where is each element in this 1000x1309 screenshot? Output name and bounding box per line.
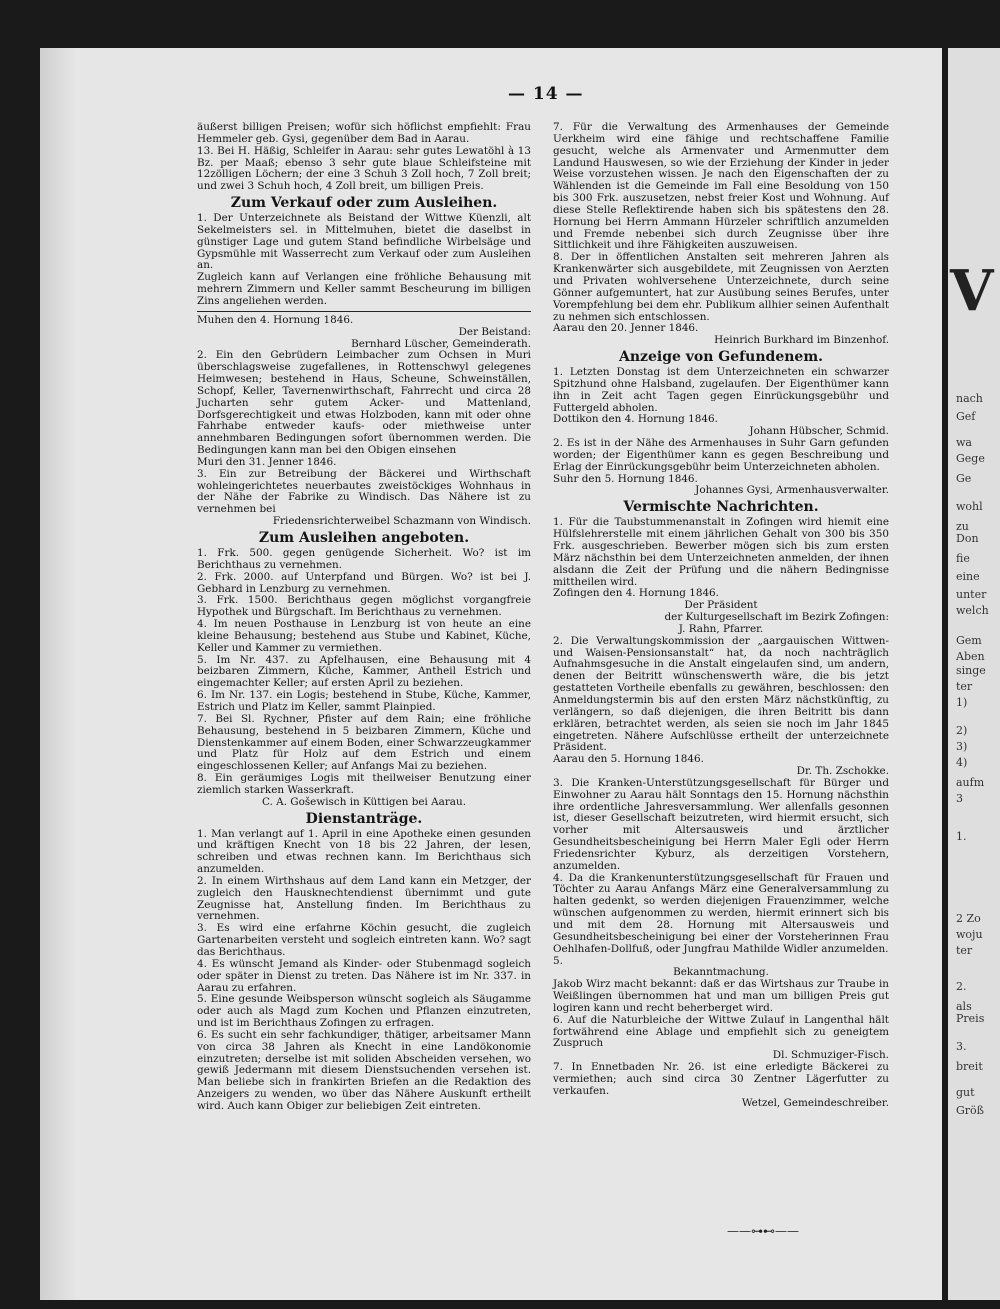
found-item: 1. Letzten Donstag ist dem Unterzeichneten ein schwarzer Spitzhund ohne Halsband, zugelaufen. Der Eigenthümer kann ihn in Zeit acht Tagen gegen Einrückungsgebühr und Futtergeld abholen. [553, 366, 889, 414]
notice-paragraph: 7. Für die Verwaltung des Armenhauses der Gemeinde Uerkheim wird eine fähige und rechtschaffene Familie gesucht, welche als Armenvater und Armenmutter dem Landund Hauswesen, so wie der Erziehung der Kinder in jeder Weise vorzustehen wissen. Je nach den Eigenschaften der zu Wählenden ist die Gemeinde im Fall eine Besoldung von 150 bis 300 Frk. auszusetzen, nebst freier Kost und Wohnung. Auf diese Stelle Reflektirende haben sich bis spätestens den 28. Hornung bei Herrn Ammann Hürzeler schriftlich anzumelden und Fremde nebenbei sich durch Zeugnisse über ihre Sittlichkeit und ihre Fähigkeiten auszuweisen. [553, 121, 889, 252]
intro-paragraph: 13. Bei H. Häßig, Schleifer in Aarau: sehr gutes Lewatöhl à 13 Bz. per Maaß; ebenso 3 sehr gute blaue Schleifsteine mit 12zölligen Löchern; der eine 3 Schuh 3 Zoll hoch, 7 Zoll breit; und zwei 3 Schuh hoch, 4 Zoll breit, um billigen Preis. [197, 144, 531, 193]
adjacent-page-fragment: 3. [956, 1040, 967, 1053]
notice-date: Aarau den 5. Hornung 1846. [553, 753, 704, 766]
notice-signature: Johannes Gysi, Armenhausverwalter. [695, 484, 889, 497]
notice-date: Suhr den 5. Hornung 1846. [553, 472, 698, 485]
section-heading-loan: Zum Ausleihen angeboten. [258, 530, 470, 546]
adjacent-page-fragment: Aben [956, 650, 985, 663]
loan-item: 3. Frk. 1500. Berichthaus gegen möglichst vorgangfreie Hypothek und Bürgschaft. Im Berichthaus zu vernehmen. [197, 594, 531, 619]
job-item: 2. In einem Wirthshaus auf dem Land kann ein Metzger, der zugleich den Hausknechtendienst übernimmt und gute Zeugnisse hat, Anstellung finden. Im Berichthaus zu vernehmen. [197, 874, 531, 923]
adjacent-page-fragment: Preis [956, 1012, 985, 1025]
adjacent-page-fragment: aufm [956, 776, 985, 789]
notice-date: Zofingen den 4. Hornung 1846. [553, 587, 719, 600]
adjacent-page-fragment: 2 Zo [956, 912, 981, 925]
misc-item: 6. Auf die Naturbleiche der Wittwe Zulauf in Langenthal hält fortwährend eine Ablage und empfiehlt sich zu geneigtem Zuspruch [553, 1013, 889, 1050]
loan-item: 8. Ein geräumiges Logis mit theilweiser Benutzung einer ziemlich starken Wasserkraft. [197, 772, 531, 796]
notice-paragraph: Zugleich kann auf Verlangen eine fröhliche Behausung mit mehrern Zimmern und Keller sammt Bescheurung im billigen Zins angeliehen werden. [197, 271, 531, 307]
adjacent-page-fragment: eine [956, 570, 980, 583]
adjacent-page-fragment: ter [956, 944, 973, 957]
job-item: 6. Es sucht ein sehr fachkundiger, thätiger, arbeitsamer Mann von circa 38 Jahren als Knecht in eine Landökonomie einzutreten; derselbe ist mit soliden Abscheiden versehen, wo gewiß Jedermann mit diesem Dienstsuchenden versehen ist. Man beliebe sich in frankirten Briefen an die Redaktion des Anzeigers zu wenden, wo über das Nähere Auskunft ertheilt wird. Auch kann Obiger zur beliebigen Zeit eintreten. [197, 1028, 531, 1112]
adjacent-page-fragment: wa [956, 436, 972, 449]
job-item: 5. Eine gesunde Weibsperson wünscht sogleich als Säugamme oder auch als Magd zum Kochen und Pflanzen einzutreten, und ist im Berichthaus Zofingen zu erfragen. [197, 993, 531, 1030]
notice-signature: Wetzel, Gemeindeschreiber. [741, 1096, 889, 1109]
notice-paragraph: 2. Ein den Gebrüdern Leimbacher zum Ochsen in Muri überschlagsweise zugefallenes, in Rottenschwyl gelegenes Heimwesen; bestehend in Haus, Scheune, Schweinställen, Schopf, Keller, Tavernenwirthschaft, Fahrrecht und circa 28 Jucharten sehr gutem Acker- und Mattenland, Dorfsgerechtigkeit und etwas Holzboden, kann mit oder ohne Fahrhabe entweder kaufs- oder miethweise unter annehmbaren Bedingungen sofort übernommen werden. Die Bedingungen kann man bei den Obigen einsehen [197, 349, 531, 457]
adjacent-page-fragment: Größ [956, 1104, 985, 1117]
section-heading-sale: Zum Verkauf oder zum Ausleihen. [230, 195, 498, 212]
loan-item: 1. Frk. 500. gegen genügende Sicherheit. Wo? ist im Berichthaus zu vernehmen. [197, 547, 531, 571]
adjacent-page-fragment: Gef [956, 410, 976, 423]
left-column [197, 122, 531, 1113]
adjacent-page-fragment: nach [956, 392, 983, 405]
misc-item: 3. Die Kranken-Unterstützungsgesellschaft für Bürger und Einwohner zu Aarau hält Sonntags den 15. Hornung nächsthin ihre ordentliche Jahresversammlung. Wer allenfalls gesonnen ist, dieser Gesellschaft beizutreten, wird hiermit ersucht, sich vorher mit Altersausweis und ärztlicher Gesundheitsbescheinigung bei Herrn Maler Egli oder Herrn Friedensrichter Kyburz, als derzeitigen Vorstehern, anzumelden. [553, 776, 889, 872]
notice-role: der Kulturgesellschaft im Bezirk Zofingen: [664, 611, 889, 624]
adjacent-page-strip [948, 48, 1000, 1300]
job-item: 3. Es wird eine erfahrne Köchin gesucht, die zugleich Gartenarbeiten versteht und sogleich eintreten kann. Wo? sagt das Berichthaus. [197, 922, 531, 958]
adjacent-page-fragment: 4) [956, 756, 968, 769]
section-heading-misc: Vermischte Nachrichten. [623, 499, 819, 516]
adjacent-page-fragment: welch [956, 604, 989, 617]
adjacent-page-fragment: 2) [956, 724, 968, 737]
notice-date: Aarau den 20. Jenner 1846. [553, 322, 699, 335]
adjacent-page-fragment: Don [956, 532, 979, 545]
adjacent-page-fragment: 1) [956, 696, 968, 709]
section-heading-found: Anzeige von Gefundenem. [618, 349, 824, 366]
page-number: — 14 — [508, 84, 584, 104]
notice-signature: Friedensrichterweibel Schazmann von Windisch. [272, 515, 531, 528]
adjacent-page-fragment: gut [956, 1086, 975, 1099]
adjacent-page-fragment: zu [956, 520, 969, 533]
notice-signature: Bernhard Lüscher, Gemeinderath. [351, 337, 531, 350]
end-ornament: ——⊶⊷—— [727, 1224, 799, 1238]
loan-item: 2. Frk. 2000. auf Unterpfand und Bürgen. Wo? ist bei J. Gebhard in Lenzburg zu vernehmen. [197, 570, 531, 595]
misc-item: 7. In Ennetbaden Nr. 26. ist eine erledigte Bäckerei zu vermiethen; auch sind circa 30 Zentner Lägerfutter zu verkaufen. [553, 1061, 889, 1097]
misc-item-number: 5. [553, 954, 563, 967]
notice-date: Muri den 31. Jenner 1846. [197, 455, 337, 468]
notice-signature: Dr. Th. Zschokke. [796, 765, 889, 778]
misc-item: 4. Da die Krankenunterstützungsgesellschaft für Frauen und Töchter zu Aarau Anfangs März eine Generalversammlung zu halten gedenkt, so werden diejenigen Frauenzimmer, welche wünschen aufgenommen zu werden, hiermit erinnert sich bis und mit dem 28. Hornung mit Altersausweis und Gesundheitsbescheinigung bei einer der Vorsteherinnen Frau Oehlhafen-Dollfuß, oder Jungfrau Mathilde Widler anzumelden. [553, 871, 889, 955]
adjacent-page-fragment: wohl [956, 500, 983, 513]
notice-paragraph: 3. Ein zur Betreibung der Bäckerei und Wirthschaft wohleingerichtetes neuerbautes zweistöckiges Wohnhaus in der Nähe der Fabrike zu Windisch. Das Nähere ist zu vernehmen bei [197, 467, 531, 516]
notice-date: Dottikon den 4. Hornung 1846. [553, 413, 718, 426]
adjacent-page-fragment: Gege [956, 452, 985, 465]
adjacent-page-fragment: singe [956, 664, 986, 677]
adjacent-page-fragment: 2. [956, 980, 967, 993]
notice-signature: J. Rahn, Pfarrer. [678, 622, 764, 635]
adjacent-page-fragment: woju [956, 928, 983, 941]
adjacent-page-fragment: ter [956, 680, 973, 693]
misc-item: 2. Die Verwaltungskommission der „aargauischen Wittwen- und Waisen-Pensionsanstalt“ hat, da noch nachträglich Aufnahmsgesuche in die Anstalt eingelaufen sind, um andern, denen der Beitritt wünschenswerth wäre, die bis jetzt gestatteten Vortheile ebenfalls zu gewähren, beschlossen: den Anmeldungstermin bis auf den ersten März nächstkünftig, zu verlängern, so daß diejenigen, die ihren Beitritt bis dann erklären, betrachtet werden, als seien sie noch im Jahr 1845 eingetreten. Nähere Aufschlüsse ertheilt der unterzeichnete Präsident. [553, 634, 889, 754]
loan-item: 7. Bei Sl. Rychner, Pfister auf dem Rain; eine fröhliche Behausung, bestehend in 5 beizbaren Zimmern, Küche und Dienstenkammer auf einem Boden, einer Schwarzzeugkammer und Platz für Holz auf dem Estrich und einem eingeschlossenen Keller; auf Anfangs Mai zu beziehen. [197, 712, 531, 773]
section-heading-jobs: Dienstanträge. [305, 810, 423, 827]
notice-date: Muhen den 4. Hornung 1846. [197, 313, 354, 326]
notice-signature: Heinrich Burkhard im Binzenhof. [714, 334, 889, 347]
misc-item: 1. Für die Taubstummenanstalt in Zofingen wird hiemit eine Hülfslehrerstelle mit einem jährlichen Gehalt von 300 bis 350 Frk. ausgeschrieben. Bewerber mögen sich bis zum ersten März nächsthin bei dem Unterzeichneten anmelden, der ihnen alsdann die Zeit der Prüfung und die nähern Bedingnisse mittheilen wird. [553, 516, 889, 588]
job-item: 4. Es wünscht Jemand als Kinder- oder Stubenmagd sogleich oder später in Dienst zu treten. Das Nähere ist im Nr. 337. in Aarau zu erfahren. [197, 957, 531, 994]
adjacent-page-fragment: 3) [956, 740, 968, 753]
adjacent-page-fragment: fie [956, 552, 970, 565]
notice-paragraph: 1. Der Unterzeichnete als Beistand der Wittwe Küenzli, alt Sekelmeisters sel. in Mittelmuhen, bietet die daselbst in günstiger Lage und gutem Stand befindliche Wirbelsäge und Gypsmühle mit Wasserrecht zum Verkauf oder zum Ausleihen an. [197, 212, 531, 272]
found-item: 2. Es ist in der Nähe des Armenhauses in Suhr Garn gefunden worden; der Eigenthümer kann es gegen Beschreibung und Erlag der Einrückungsgebühr beim Unterzeichneten abholen. [553, 437, 889, 473]
notice-signature: Johann Hübscher, Schmid. [749, 425, 889, 438]
divider [197, 311, 531, 312]
loan-item: 5. Im Nr. 437. zu Apfelhausen, eine Behausung mit 4 beizbaren Zimmern, Küche, Kammer, Antheil Estrich und eingemachter Keller; auf ersten April zu beziehen. [197, 653, 531, 690]
adjacent-page-fragment: Gem [956, 634, 982, 647]
loan-item: 4. Im neuen Posthause in Lenzburg ist von heute an eine kleine Behausung; bestehend aus Stube und Kabinet, Küche, Keller und Kammer zu vermiethen. [197, 618, 531, 654]
adjacent-page-fragment: unter [956, 588, 987, 601]
intro-paragraph: äußerst billigen Preisen; wofür sich höflichst empfiehlt: Frau Hemmeler geb. Gysi, gegenüber dem Bad in Aarau. [197, 121, 531, 145]
notice-signature: C. A. Gošewisch in Küttigen bei Aarau. [262, 795, 466, 808]
notice-signature: Dl. Schmuziger-Fisch. [772, 1049, 889, 1062]
notice-role: Der Beistand: [458, 325, 531, 338]
misc-item-heading: Bekanntmachung. [673, 966, 769, 979]
adjacent-page-fragment: 3 [956, 792, 963, 805]
adjacent-page-fragment: 1. [956, 830, 967, 843]
adjacent-page-fragment: als [956, 1000, 972, 1013]
adjacent-page-fragment: Ge [956, 472, 972, 485]
adjacent-page-initial: V [950, 258, 994, 324]
right-column [553, 122, 889, 1110]
job-item: 1. Man verlangt auf 1. April in eine Apotheke einen gesunden und kräftigen Knecht von 18 bis 22 Jahren, der lesen, schreiben und etwas rechnen kann. Im Berichthaus sich anzumelden. [197, 827, 531, 876]
notice-paragraph: 8. Der in öffentlichen Anstalten seit mehreren Jahren als Krankenwärter sich ausgebildete, mit Zeugnissen von Aerzten und Privaten wohlversehene Unterzeichnete, durch seine Gönner aufgemuntert, hat zur Ausübung seines Berufes, unter Vorempfehlung bei dem ehr. Publikum allhier seinen Aufenthalt zu nehmen sich entschlossen. [553, 251, 889, 323]
adjacent-page-fragment: breit [956, 1060, 983, 1073]
loan-item: 6. Im Nr. 137. ein Logis; bestehend in Stube, Küche, Kammer, Estrich und Platz im Keller, sammt Plainpied. [197, 689, 531, 713]
misc-item: Jakob Wirz macht bekannt: daß er das Wirtshaus zur Traube in Weißlingen übernommen hat und man um billigen Preis gut logiren kann und recht beherberget wird. [553, 978, 889, 1014]
notice-role: Der Präsident [684, 599, 758, 612]
